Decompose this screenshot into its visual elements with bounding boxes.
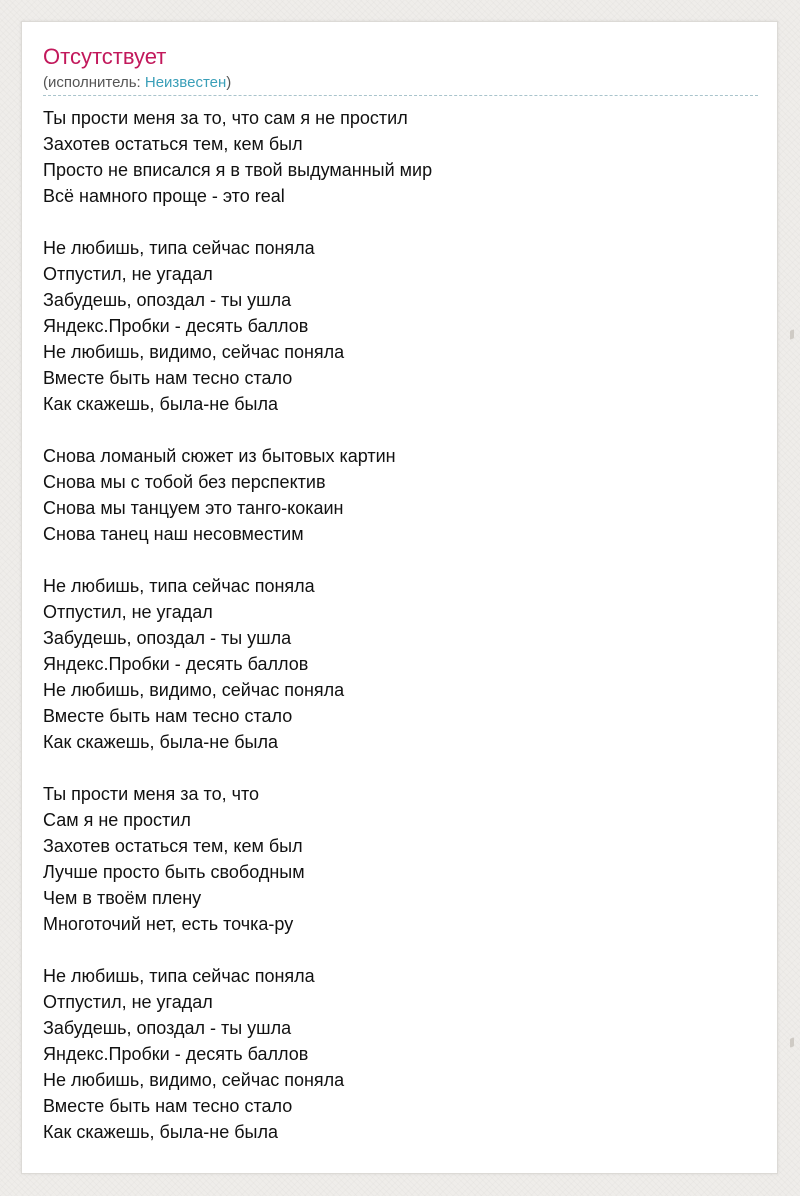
lyrics-line: Захотев остаться тем, кем был [43, 836, 303, 856]
song-header [43, 42, 758, 96]
lyrics-line: Снова мы танцуем это танго-кокаин [43, 498, 344, 518]
lyrics-line: Снова мы с тобой без перспектив [43, 472, 326, 492]
lyrics-stanza [43, 781, 758, 937]
lyrics-line: Вместе быть нам тесно стало [43, 706, 293, 726]
artist-line [43, 74, 231, 92]
artist-link[interactable]: Неизвестен [144, 74, 227, 91]
lyrics-body [43, 105, 758, 1171]
lyrics-line: Яндекс.Пробки - десять баллов [43, 316, 309, 336]
lyrics-line: Отпустил, не угадал [43, 602, 213, 622]
page-edge-mark [790, 1037, 794, 1047]
lyrics-line: Как скажешь, была-не была [43, 732, 278, 752]
lyrics-line: Ты прости меня за то, что [43, 784, 260, 804]
lyrics-stanza [43, 443, 758, 547]
lyrics-line: Снова танец наш несовместим [43, 524, 304, 544]
lyrics-line: Как скажешь, была-не была [43, 1122, 278, 1142]
lyrics-line: Забудешь, опоздал - ты ушла [43, 290, 292, 310]
lyrics-line: Всё намного проще - это real [43, 186, 285, 206]
lyrics-stanza [43, 573, 758, 755]
lyrics-line: Забудешь, опоздал - ты ушла [43, 628, 292, 648]
lyrics-line: Отпустил, не угадал [43, 992, 213, 1012]
artist-prefix: (исполнитель: [43, 74, 145, 91]
lyrics-line: Многоточий нет, есть точка-ру [43, 914, 294, 934]
lyrics-line: Не любишь, видимо, сейчас поняла [43, 1070, 345, 1090]
lyrics-card [21, 21, 778, 1174]
lyrics-line: Чем в твоём плену [43, 888, 202, 908]
song-title: Отсутствует [43, 44, 167, 69]
lyrics-line: Забудешь, опоздал - ты ушла [43, 1018, 292, 1038]
lyrics-line: Снова ломаный сюжет из бытовых картин [43, 446, 396, 466]
lyrics-line: Как скажешь, была-не была [43, 394, 278, 414]
lyrics-line: Отпустил, не угадал [43, 264, 213, 284]
lyrics-stanza [43, 105, 758, 209]
lyrics-line: Ты прости меня за то, что сам я не простил [43, 108, 408, 128]
lyrics-stanza [43, 235, 758, 417]
lyrics-line: Лучше просто быть свободным [43, 862, 305, 882]
lyrics-line: Не любишь, типа сейчас поняла [43, 576, 315, 596]
lyrics-line: Вместе быть нам тесно стало [43, 1096, 293, 1116]
lyrics-stanza [43, 963, 758, 1145]
artist-suffix: ) [226, 74, 232, 91]
lyrics-line: Не любишь, типа сейчас поняла [43, 966, 315, 986]
lyrics-line: Не любишь, видимо, сейчас поняла [43, 680, 345, 700]
lyrics-line: Захотев остаться тем, кем был [43, 134, 303, 154]
lyrics-line: Не любишь, видимо, сейчас поняла [43, 342, 345, 362]
page-edge-mark [790, 329, 794, 339]
lyrics-line: Яндекс.Пробки - десять баллов [43, 1044, 309, 1064]
lyrics-line: Не любишь, типа сейчас поняла [43, 238, 315, 258]
lyrics-line: Яндекс.Пробки - десять баллов [43, 654, 309, 674]
lyrics-line: Просто не вписался я в твой выдуманный мир [43, 160, 433, 180]
lyrics-line: Вместе быть нам тесно стало [43, 368, 293, 388]
lyrics-line: Сам я не простил [43, 810, 191, 830]
